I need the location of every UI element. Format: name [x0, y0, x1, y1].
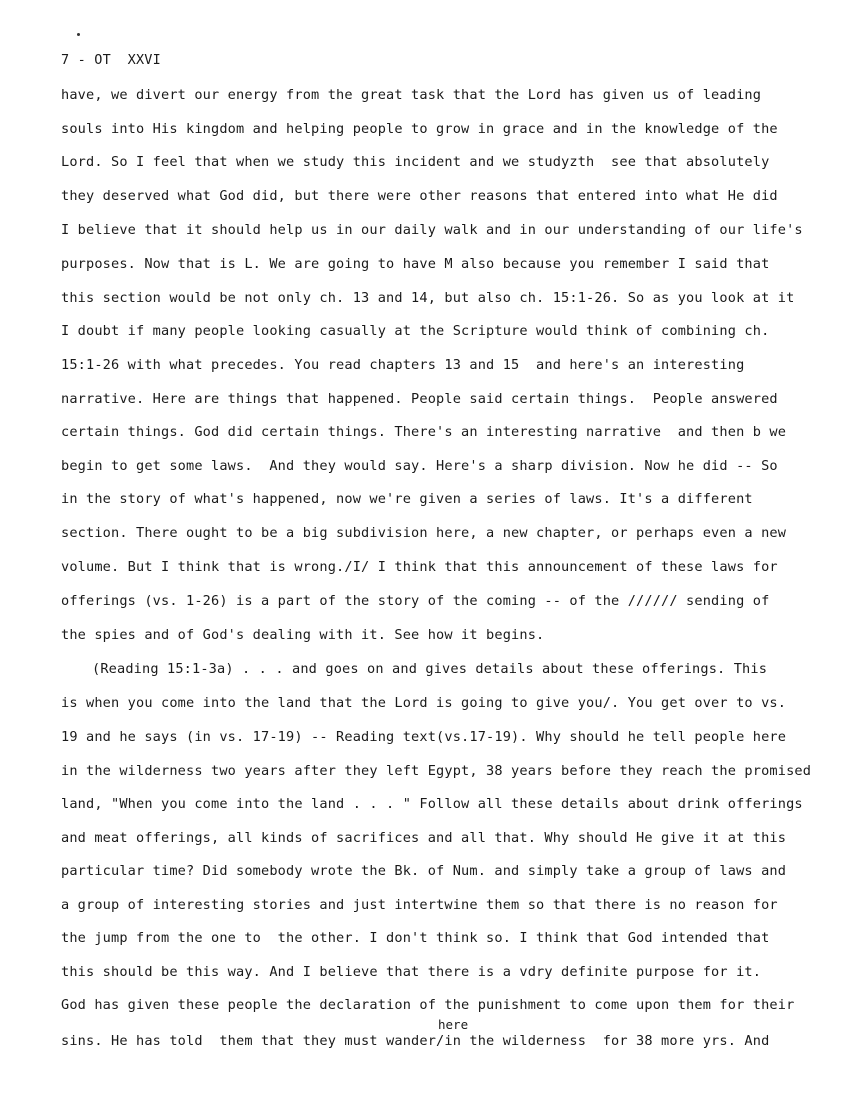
text-line-12: begin to get some laws. And they would say. Here's a sharp division. Now he did -- So: [61, 458, 778, 474]
text-line-18: (Reading 15:1-3a) . . . and goes on and gives details about these offerings. This: [92, 661, 768, 677]
text-line-3: Lord. So I feel that when we study this incident and we studyzth see that absolutely: [61, 154, 770, 170]
text-line-26: the jump from the one to the other. I don't think so. I think that God intended that: [61, 930, 770, 946]
text-line-21: in the wilderness two years after they left Egypt, 38 years before they reach the promised: [61, 763, 812, 779]
handwritten-insertion: here: [438, 1017, 469, 1032]
text-line-20: 19 and he says (in vs. 17-19) -- Reading text(vs.17-19). Why should he tell people here: [61, 729, 787, 745]
text-line-23: and meat offerings, all kinds of sacrifices and all that. Why should He give it at this: [61, 830, 787, 846]
text-line-8: I doubt if many people looking casually at the Scripture would think of combining ch.: [61, 323, 770, 339]
text-line-5: I believe that it should help us in our daily walk and in our understanding of our life's: [61, 222, 803, 238]
text-line-28: God has given these people the declaration of the punishment to come upon them for their: [61, 997, 795, 1013]
text-line-27: this should be this way. And I believe that there is a vdry definite purpose for it.: [61, 964, 762, 980]
paper-speck: [77, 33, 80, 36]
text-line-9: 15:1-26 with what precedes. You read chapters 13 and 15 and here's an interesting: [61, 357, 745, 373]
text-line-15: volume. But I think that is wrong./I/ I think that this announcement of these laws for: [61, 559, 778, 575]
text-line-29: sins. He has told them that they must wander/in the wilderness for 38 more yrs. And: [61, 1033, 770, 1049]
text-line-10: narrative. Here are things that happened. People said certain things. People answered: [61, 391, 778, 407]
text-line-7: this section would be not only ch. 13 and 14, but also ch. 15:1-26. So as you look at it: [61, 290, 795, 306]
text-line-25: a group of interesting stories and just intertwine them so that there is no reason for: [61, 897, 778, 913]
text-line-16: offerings (vs. 1-26) is a part of the story of the coming -- of the ////// sending of: [61, 593, 770, 609]
text-line-2: souls into His kingdom and helping people to grow in grace and in the knowledge of the: [61, 121, 778, 137]
text-line-17: the spies and of God's dealing with it. See how it begins.: [61, 627, 545, 643]
text-line-24: particular time? Did somebody wrote the Bk. of Num. and simply take a group of laws and: [61, 863, 787, 879]
text-line-13: in the story of what's happened, now we're given a series of laws. It's a different: [61, 491, 753, 507]
text-line-22: land, "When you come into the land . . . " Follow all these details about drink offerings: [61, 796, 803, 812]
text-line-1: have, we divert our energy from the great task that the Lord has given us of leading: [61, 87, 762, 103]
text-line-6: purposes. Now that is L. We are going to have M also because you remember I said that: [61, 256, 770, 272]
text-line-19: is when you come into the land that the Lord is going to give you/. You get over to vs.: [61, 695, 787, 711]
text-line-11: certain things. God did certain things. There's an interesting narrative and then b we: [61, 424, 787, 440]
text-line-4: they deserved what God did, but there were other reasons that entered into what He did: [61, 188, 778, 204]
page-header: 7 - OT XXVI: [61, 52, 161, 68]
text-line-14: section. There ought to be a big subdivision here, a new chapter, or perhaps even a new: [61, 525, 787, 541]
